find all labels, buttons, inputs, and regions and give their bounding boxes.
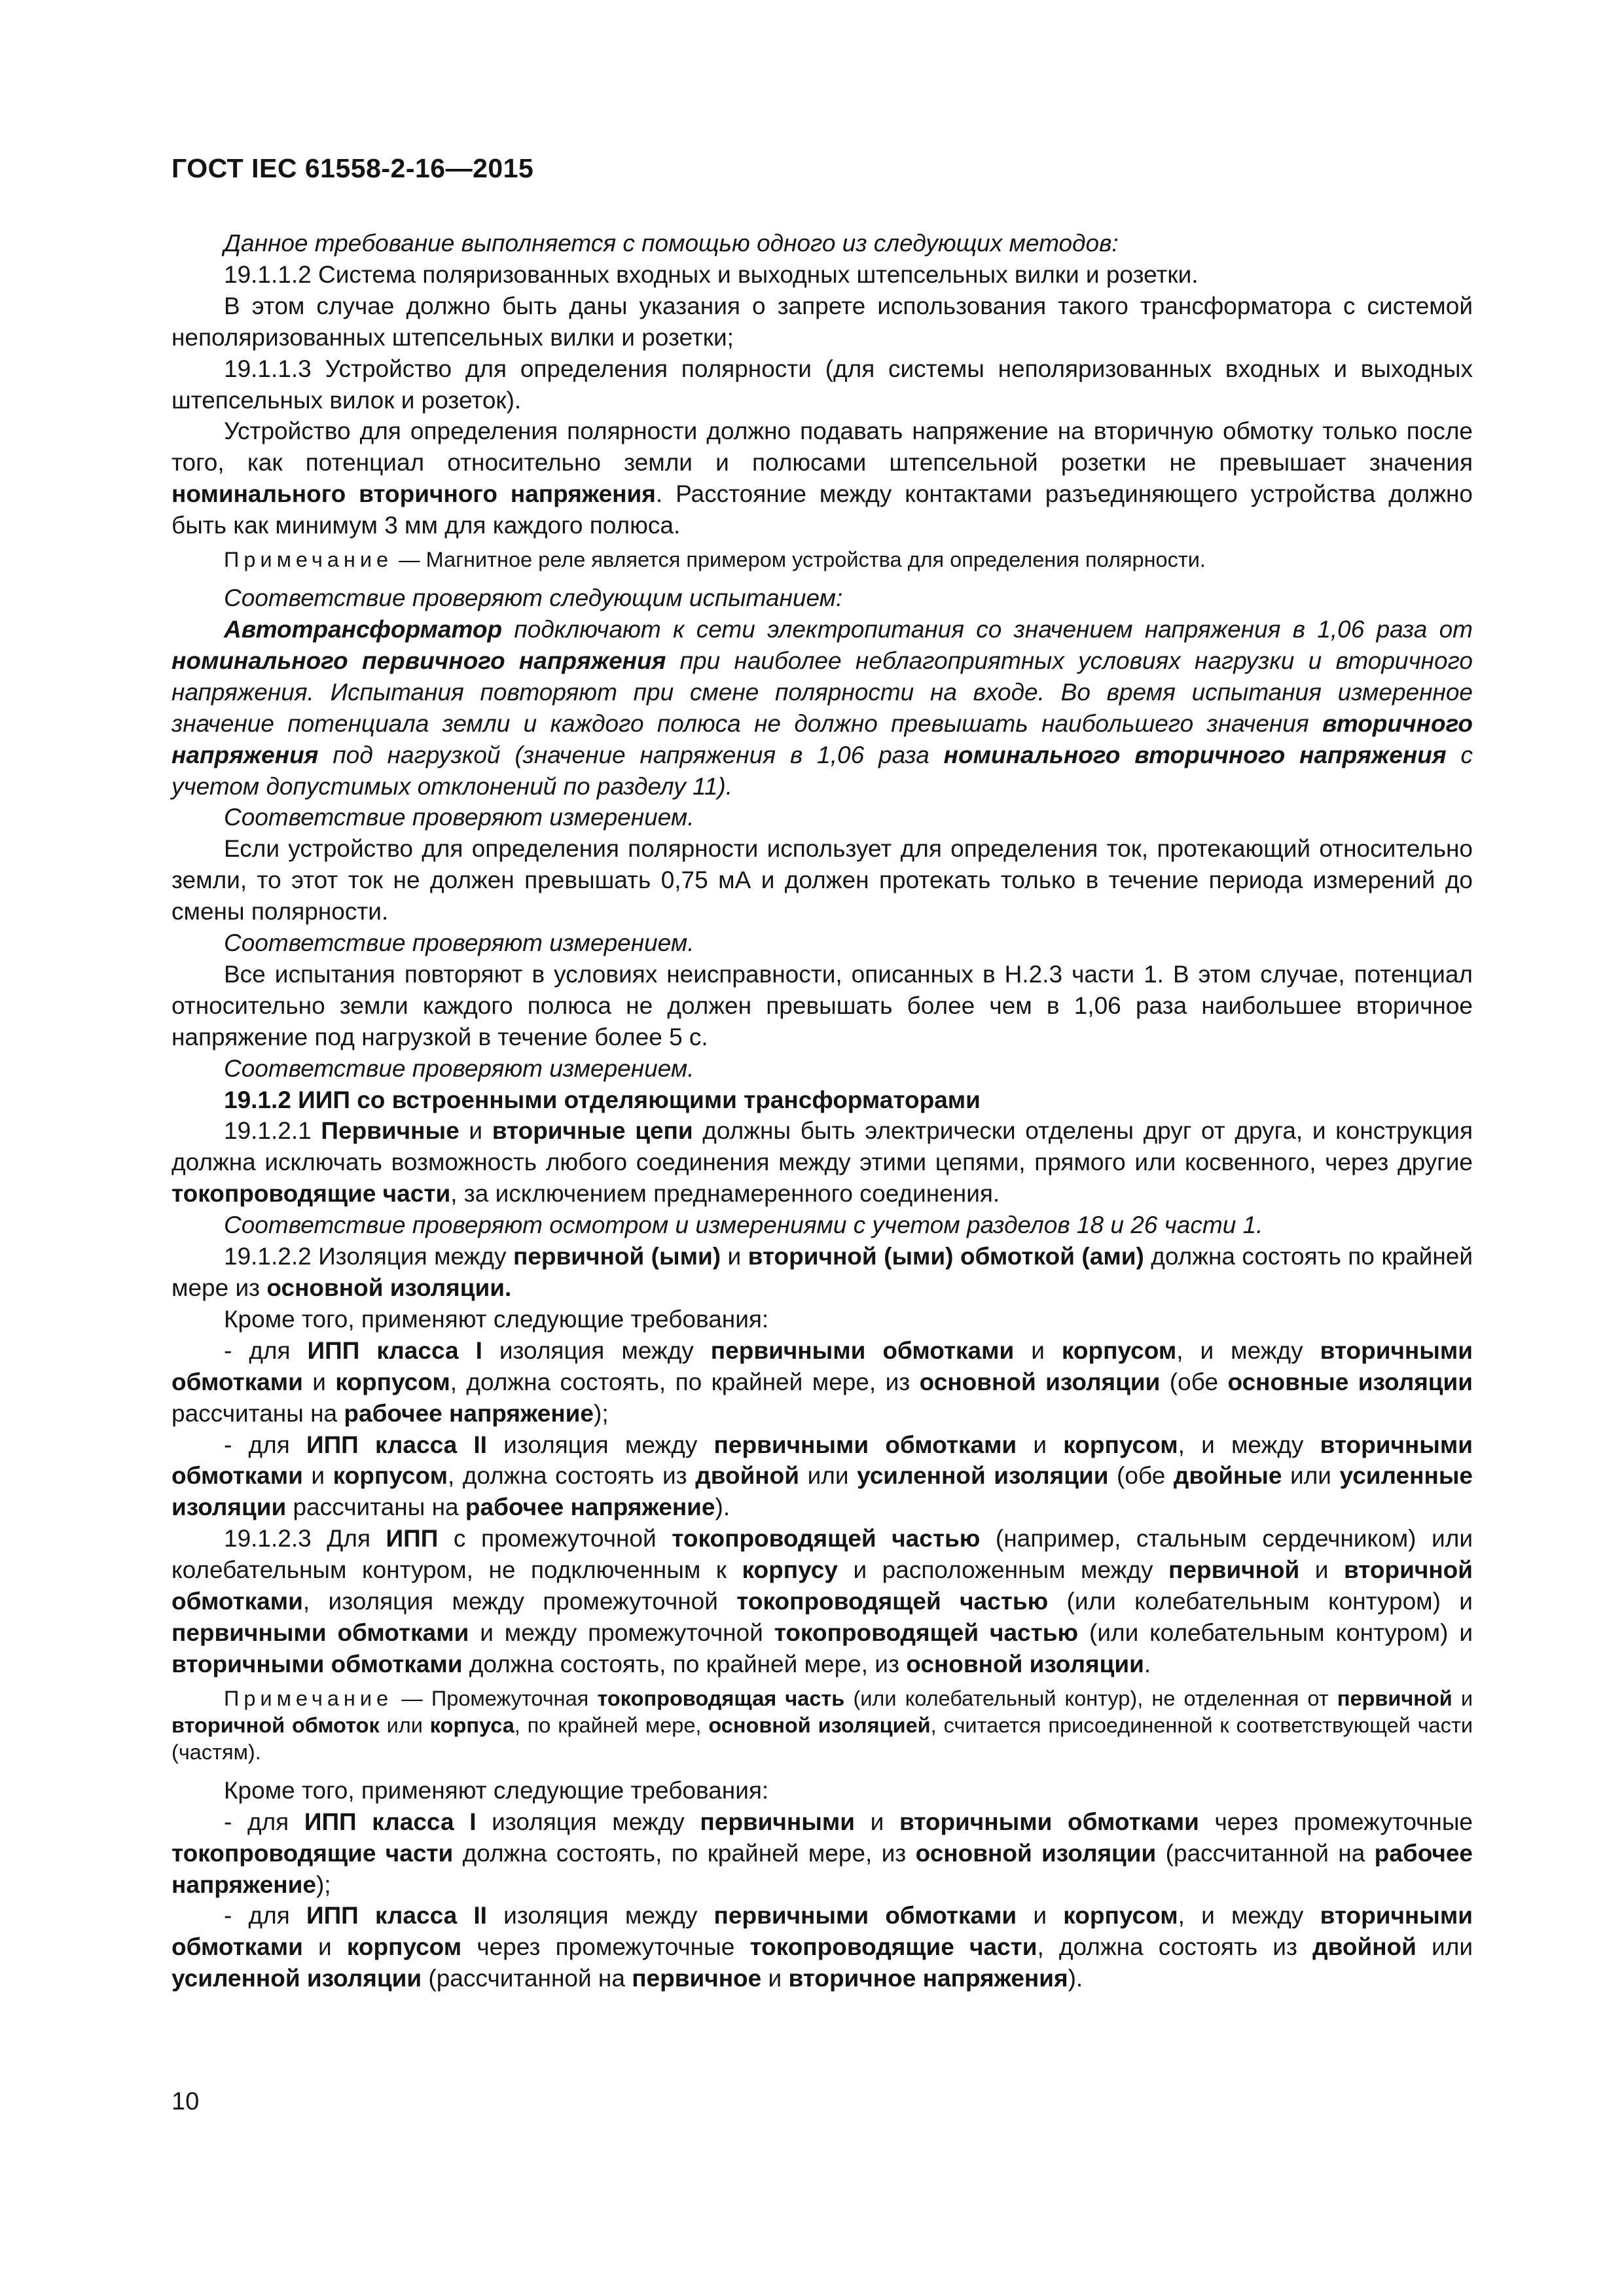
text-run: номинального вторичного напряжения — [943, 741, 1447, 768]
text-run: Кроме того, применяют следующие требования: — [224, 1776, 769, 1804]
document-header: ГОСТ IEC 61558-2-16—2015 — [171, 153, 534, 183]
text-run: Примечание — [224, 548, 393, 572]
text-run: первичное — [632, 1965, 762, 1992]
paragraph — [171, 1900, 1473, 1994]
text-run: основной изоляцией — [708, 1713, 931, 1737]
paragraph — [171, 353, 1473, 416]
text-run: первичной — [1168, 1556, 1300, 1584]
text-run: ). — [715, 1494, 731, 1521]
text-run: и — [302, 1462, 333, 1490]
paragraph — [171, 1775, 1473, 1806]
text-run: , за исключением преднамеренного соединения. — [450, 1180, 1000, 1208]
paragraph — [171, 1085, 1473, 1116]
text-run: с учетом допустимых отклонений по разделу 11). — [171, 741, 1473, 800]
text-run: (рассчитанной на — [1156, 1839, 1375, 1867]
text-run: (или колебательный контур), не отделенная от — [844, 1686, 1337, 1710]
text-run: Автотрансформатор — [224, 615, 503, 643]
text-run: вторичными обмотками — [171, 1336, 1473, 1395]
text-run: - для — [224, 1431, 306, 1458]
text-run: вторичными обмотками — [171, 1650, 463, 1677]
text-run: первичными обмотками — [713, 1431, 1017, 1458]
text-run: ИПП класса I — [304, 1808, 477, 1835]
text-run: под нагрузкой (значение напряжения в 1,06 раза — [318, 741, 944, 768]
text-run: Соответствие проверяют осмотром и измерениями с учетом разделов 18 и 26 части 1. — [224, 1211, 1263, 1239]
text-run: Данное требование выполняется с помощью одного из следующих методов: — [224, 230, 1119, 257]
text-run: ); — [316, 1871, 331, 1898]
text-run: Все испытания повторяют в условиях неисправности, описанных в Н.2.3 части 1. В этом случае, потенциал относительно земли каждого полюса не должен превышать более чем в 1,06 раза наибольшее вторичное напряжение под нагрузкой в течение более 5 с. — [171, 960, 1473, 1050]
text-run: и — [302, 1368, 336, 1395]
paragraph — [171, 228, 1473, 259]
text-run: и — [761, 1965, 789, 1992]
text-run: первичными обмотками — [710, 1336, 1015, 1364]
text-run: вторичной (ыми) обмоткой (ами) — [748, 1243, 1144, 1270]
text-run: Первичные — [321, 1117, 460, 1145]
text-run: ИПП — [386, 1525, 439, 1552]
text-run: корпусом — [1061, 1336, 1177, 1364]
text-run: и между промежуточной — [469, 1619, 774, 1646]
text-run: основной изоляции. — [266, 1274, 512, 1301]
text-run: первичными обмотками — [713, 1902, 1017, 1929]
text-run: Примечание — [224, 1686, 393, 1710]
text-run: и — [459, 1117, 492, 1145]
paragraph — [171, 1053, 1473, 1085]
text-run: токопроводящей частью — [774, 1619, 1079, 1646]
text-run: первичными обмотками — [171, 1619, 469, 1646]
paragraph — [171, 1115, 1473, 1210]
text-run: и — [854, 1808, 899, 1835]
text-run: Устройство для определения полярности должно подавать напряжение на вторичную обмотку только после того, как потенциал относительно земли и полюсами штепсельной розетки не превышает значения — [171, 418, 1473, 476]
text-run: токопроводящей частью — [672, 1525, 981, 1552]
text-run: , должна состоять из — [1037, 1933, 1313, 1961]
paragraph — [171, 1241, 1473, 1304]
paragraph — [171, 833, 1473, 927]
text-run: корпуса — [429, 1713, 514, 1737]
text-run: первичными — [700, 1808, 855, 1835]
text-run: - для — [224, 1902, 306, 1929]
text-run: корпусом — [333, 1462, 448, 1490]
text-run: (рассчитанной на — [422, 1965, 632, 1992]
text-run: , по крайней мере, — [514, 1713, 709, 1737]
text-run: изоляция между — [486, 1902, 714, 1929]
text-run: . — [1144, 1650, 1151, 1677]
text-run: вторичного напряжения — [171, 709, 1473, 768]
text-run: основной изоляции — [906, 1650, 1144, 1677]
text-run: корпусом — [1063, 1431, 1178, 1458]
text-run: рабочее напряжение — [344, 1399, 594, 1427]
text-run: и — [1299, 1556, 1344, 1584]
text-run: должна состоять, по крайней мере, из — [453, 1839, 916, 1867]
text-run: . Расстояние между контактами разъединяющего устройства должно быть как минимум 3 мм для каждого полюса. — [171, 480, 1473, 539]
text-run: (или колебательным контуром) и — [1078, 1619, 1473, 1646]
text-run: , и между — [1178, 1902, 1320, 1929]
paragraph — [171, 802, 1473, 833]
text-run: токопроводящие части — [171, 1839, 454, 1867]
paragraph — [171, 959, 1473, 1053]
text-run: усиленной изоляции — [171, 1965, 422, 1992]
text-run: — Промежуточная — [393, 1686, 598, 1710]
text-run: токопроводящей частью — [736, 1588, 1049, 1615]
paragraph — [171, 927, 1473, 959]
text-run: (например, стальным сердечником) или колебательным контуром, не подключенным к — [171, 1525, 1473, 1584]
text-run: вторичной обмоток — [171, 1713, 380, 1737]
text-run: рассчитаны на — [286, 1494, 465, 1521]
paragraph — [171, 1429, 1473, 1524]
text-run: Соответствие проверяют измерением. — [224, 804, 695, 831]
text-run: и — [1017, 1431, 1064, 1458]
text-run: должна состоять по крайней мере из — [171, 1243, 1473, 1301]
text-run: (или колебательным контуром) и — [1048, 1588, 1473, 1615]
text-run: изоляция между — [482, 1336, 711, 1364]
text-run: Соответствие проверяют измерением. — [224, 1054, 695, 1082]
text-run: подключают к сети электропитания со значением напряжения в 1,06 раза от — [502, 615, 1473, 643]
paragraph — [171, 614, 1473, 802]
text-run: через промежуточные — [1199, 1808, 1473, 1835]
text-run: с промежуточной — [438, 1525, 672, 1552]
text-run: 19.1.2.3 Для — [224, 1525, 386, 1552]
paragraph — [171, 1523, 1473, 1680]
paragraph — [171, 1335, 1473, 1429]
text-run: усиленной изоляции — [857, 1462, 1109, 1490]
text-run: двойные — [1173, 1462, 1282, 1490]
text-run: , должна состоять, по крайней мере, из — [450, 1368, 920, 1395]
text-run: вторичное напряжения — [788, 1965, 1068, 1992]
text-run: В этом случае должно быть даны указания о запрете использования такого трансформатора с системой неполяризованных штепсельных вилки и розетки; — [171, 292, 1473, 351]
text-run: и — [721, 1243, 748, 1270]
text-run: или — [1416, 1933, 1473, 1961]
text-run: токопроводящие части — [749, 1933, 1038, 1961]
text-run: основные изоляции — [1227, 1368, 1473, 1395]
text-run: должна состоять, по крайней мере, из — [462, 1650, 907, 1677]
text-run: вторичными обмотками — [171, 1431, 1473, 1490]
text-run: или — [1282, 1462, 1340, 1490]
text-run: и — [302, 1933, 347, 1961]
text-run: номинального первичного напряжения — [171, 647, 666, 674]
text-run: (обе — [1108, 1462, 1174, 1490]
text-run: , считается присоединенной к соответствующей части (частям). — [171, 1713, 1473, 1764]
document-body — [171, 228, 1473, 1994]
text-run: Соответствие проверяют следующим испытанием: — [224, 584, 843, 612]
note-paragraph — [171, 1685, 1473, 1766]
text-run: 19.1.2.1 — [224, 1117, 321, 1145]
text-run: вторичной обмотками — [171, 1556, 1473, 1615]
text-run: ); — [594, 1399, 609, 1427]
text-run: - для — [224, 1808, 304, 1835]
text-run: ИПП класса II — [306, 1902, 487, 1929]
text-run: 19.1.2.2 Изоляция между — [224, 1243, 513, 1270]
text-run: рассчитаны на — [171, 1399, 344, 1427]
text-run: рабочее напряжение — [465, 1494, 715, 1521]
text-run: , и между — [1176, 1336, 1320, 1364]
text-run: 19.1.2 ИИП со встроенными отделяющими трансформаторами — [224, 1086, 981, 1113]
paragraph — [171, 259, 1473, 291]
text-run: 19.1.1.2 Система поляризованных входных и выходных штепсельных вилки и розетки. — [224, 260, 1199, 288]
text-run: должны быть электрически отделены друг от друга, и конструкция должна исключать возможность любого соединения между этими цепями, прямого или косвенного, через другие — [171, 1117, 1473, 1176]
text-run: , должна состоять из — [447, 1462, 696, 1490]
text-run: токопроводящая часть — [597, 1686, 845, 1710]
text-run: двойной — [1312, 1933, 1416, 1961]
text-run: основной изоляции — [915, 1839, 1157, 1867]
page-number: 10 — [171, 2088, 200, 2115]
text-run: (обе — [1160, 1368, 1228, 1395]
text-run: рабочее напряжение — [171, 1839, 1473, 1898]
text-run: изоляция между — [476, 1808, 700, 1835]
text-run: Кроме того, применяют следующие требования: — [224, 1305, 769, 1333]
text-run: — Магнитное реле является примером устройства для определения полярности. — [393, 548, 1206, 572]
text-run: ИПП класса I — [307, 1336, 482, 1364]
text-run: основной изоляции — [919, 1368, 1161, 1395]
text-run: усиленные изоляции — [171, 1462, 1473, 1521]
note-paragraph — [171, 547, 1473, 573]
paragraph — [171, 1806, 1473, 1901]
text-run: ИПП класса II — [306, 1431, 487, 1458]
paragraph — [171, 1210, 1473, 1241]
text-run: Соответствие проверяют измерением. — [224, 929, 695, 957]
text-run: вторичные цепи — [492, 1117, 693, 1145]
text-run: корпусом — [1063, 1902, 1178, 1929]
text-run: и расположенным между — [837, 1556, 1169, 1584]
text-run: ). — [1068, 1965, 1083, 1992]
paragraph — [171, 416, 1473, 541]
text-run: вторичными обмотками — [899, 1808, 1199, 1835]
text-run: Если устройство для определения полярности использует для определения ток, протекающий относительно земли, то этот ток не должен превышать 0,75 мА и должен протекать только в течение периода измерений до смены полярности. — [171, 835, 1473, 925]
text-run: первичной (ыми) — [513, 1243, 721, 1270]
text-run: и — [1452, 1686, 1473, 1710]
text-run: через промежуточные — [461, 1933, 750, 1961]
text-run: двойной — [695, 1462, 800, 1490]
paragraph — [171, 583, 1473, 614]
text-run: корпусом — [346, 1933, 462, 1961]
text-run: корпусом — [335, 1368, 450, 1395]
text-run: 19.1.1.3 Устройство для определения полярности (для системы неполяризованных входных и выходных штепсельных вилок и розеток). — [171, 355, 1473, 414]
paragraph — [171, 1304, 1473, 1335]
text-run: номинального вторичного напряжения — [171, 480, 656, 508]
text-run: - для — [224, 1336, 308, 1364]
text-run: , изоляция между промежуточной — [302, 1588, 737, 1615]
text-run: вторичными обмотками — [171, 1902, 1473, 1961]
text-run: при наиболее неблагоприятных условиях нагрузки и вторичного напряжения. Испытания повторяют при смене полярности на входе. Во время испытания измеренное значение потенциала земли и каждого полюса не должно превышать наибольшего значения — [171, 647, 1473, 737]
paragraph — [171, 291, 1473, 353]
text-run: токопроводящие части — [171, 1180, 451, 1208]
text-run: корпусу — [742, 1556, 838, 1584]
text-run: или — [379, 1713, 430, 1737]
text-run: и — [1014, 1336, 1062, 1364]
text-run: и — [1017, 1902, 1064, 1929]
text-run: изоляция между — [486, 1431, 714, 1458]
text-run: , и между — [1178, 1431, 1320, 1458]
text-run: первичной — [1337, 1686, 1453, 1710]
text-run: или — [799, 1462, 857, 1490]
